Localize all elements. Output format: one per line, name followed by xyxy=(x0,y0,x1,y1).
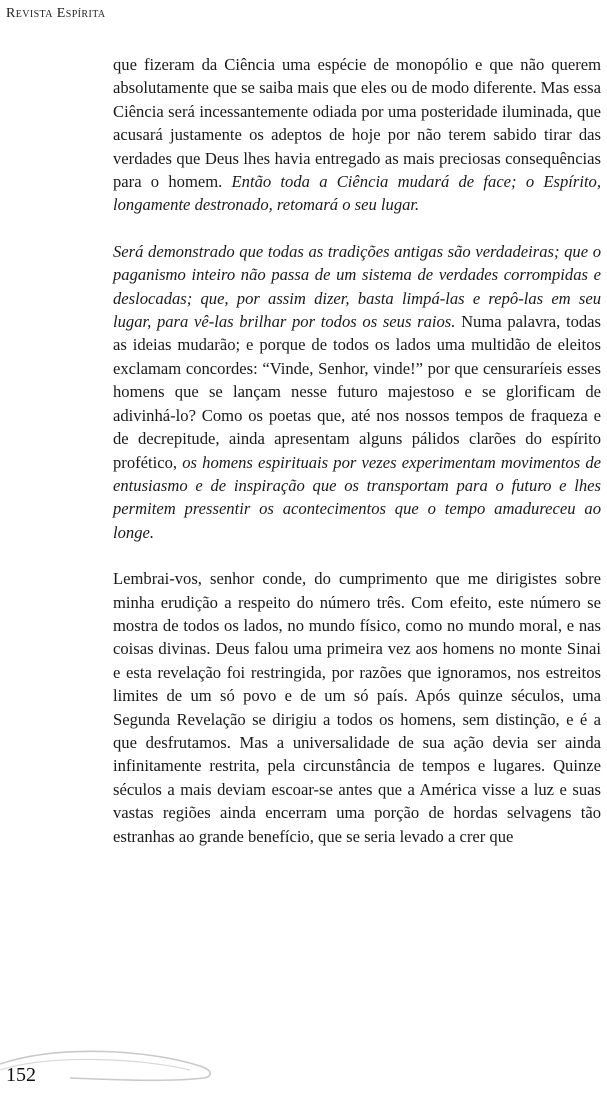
text-segment: Numa palavra, todas as ideias mudarão; e porque de todos os lados uma multidão de eleitos exclamam concordes: “Vinde, Senhor, vinde!” por que censuraríeis esses homens que se lançam nesse futuro majestoso e se glorificam de adivinhá-lo? Como os poetas que, até nos nossos tempos de fraqueza e de decrepitude, ainda apresentam alguns pálidos clarões do espírito profético, xyxy=(113,312,602,472)
paragraph-2 xyxy=(113,240,601,544)
body-text xyxy=(113,53,601,848)
italic-segment: Será demonstrado que todas as tradições antigas são verdadeiras; que o paganismo inteiro não passa de um sistema de verdades corrompidas e deslocadas; que, por assim dizer, basta limpá-las e repô-las em seu lugar, para vê-las brilhar por todos os seus raios. xyxy=(113,241,601,332)
text-segment: que fizeram da Ciência uma espécie de monopólio e que não querem absolutamente que se saiba mais que eles ou de modo diferente. Mas essa Ciência será incessantemente odiada por uma posteridade iluminada, que acusará justamente os adeptos de hoje por não terem sabido tirar das verdades que Deus lhes havia entregado as mais preciosas consequências para o homem. xyxy=(113,55,601,192)
running-head: Revista Espírita xyxy=(6,6,106,21)
italic-segment: os homens espirituais por vezes experimentam movimentos de entusiasmo e de inspiração que os transportam para o futuro e lhes permitem pressentir os acontecimentos que o tempo amadureceu ao longe. xyxy=(113,452,601,542)
text-segment: Lembrai-vos, senhor conde, do cumprimento que me dirigistes sobre minha erudição a respeito do número três. Com efeito, este número se mostra de todos os lados, no mundo físico, como no mundo moral, e nas coisas divinas. Deus falou uma primeira vez aos homens no monte Sinai e esta revelação foi restringida, por razões que ignoramos, nos estreitos limites de um só povo e de um só país. Após quinze séculos, uma Segunda Revelação se dirigiu a todos os homens, sem distinção, e é a que desfrutamos. Mas a universalidade de sua ação devia ser ainda infinitamente restrita, pela circunstância de tempos e lugares. Quinze séculos a mais deviam escoar-se antes que a América visse a luz e suas vastas regiões ainda encerram uma porção de hordas selvagens tão estranhas ao grande benefício, que se seria levado a crer que xyxy=(113,569,601,846)
paragraph-3 xyxy=(113,567,601,848)
page-number: 152 xyxy=(6,1064,36,1086)
italic-segment: Então toda a Ciência mudará de face; o Espírito, longamente destronado, retomará o seu lugar. xyxy=(113,172,601,215)
paragraph-1 xyxy=(113,53,601,217)
